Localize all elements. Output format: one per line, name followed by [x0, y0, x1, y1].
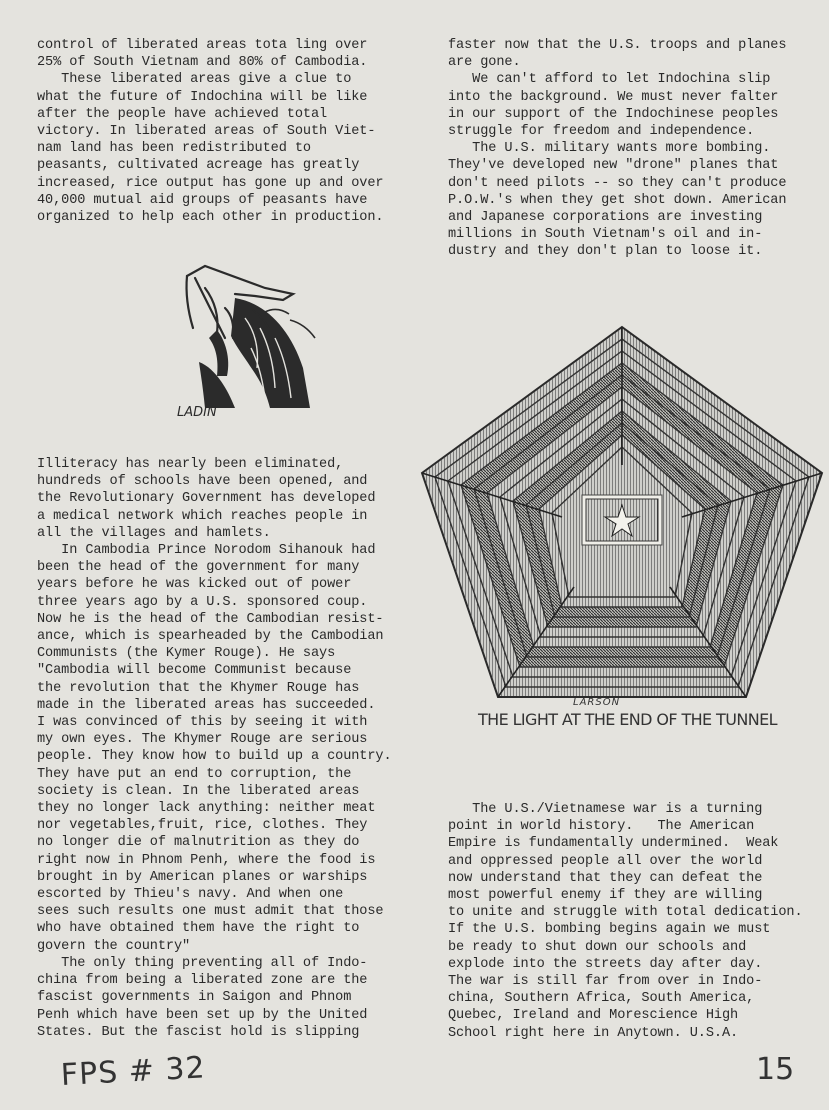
- pentagon-caption: THE LIGHT AT THE END OF THE TUNNEL: [478, 710, 777, 729]
- hand-drawn-illustration: [165, 258, 325, 418]
- pentagon-tunnel-illustration: [420, 325, 824, 700]
- issue-label: FPS # 32: [60, 1050, 207, 1093]
- left-column-paragraph-2: Illiteracy has nearly been eliminated, hundreds of schools have been opened, and the Revolutionary Government has developed a medical network which reaches people in all the villages and hamlets. In Cambodia Prince Norodom Sihanouk had been the head of the government for many years before he was kicked out of power three years ago by a U.S. sponsored coup. Now he is the head of the Cambodian resist- ance, which is spearheaded by the Cambodian Communists (the Kymer Rouge). He says "Cambodia will become Communist because the revolution that the Khymer Rouge has made in the liberated areas has succeeded. I was convinced of this by seeing it with my own eyes. The Khymer Rouge are serious people. They know how to build up a country. They have put an end to corruption, the society is clean. In the liberated areas they no longer lack anything: neither meat nor vegetables,fruit, rice, clothes. They no longer die of malnutrition as they do right now in Phnom Penh, where the food is brought in by American planes or warships escorted by Thieu's navy. And when one sees such results one must admit that those who have obtained them have the right to govern the country" The only thing preventing all of Indo- china from being a liberated zone are the fascist governments in Saigon and Phnom Penh which have been set up by the United States. But the fascist hold is slipping: [37, 457, 392, 1040]
- illustration-signature: LADIN: [177, 405, 217, 418]
- right-column-paragraph-1: faster now that the U.S. troops and planes are gone. We can't afford to let Indochina slip into the background. We must never falter in our support of the Indochinese peoples struggle for freedom and independence. The U.S. military wants more bombing. They've developed new "drone" planes that don't need pilots -- so they can't produce P.O.W.'s when they get shot down. American and Japanese corporations are investing millions in South Vietnam's oil and in- dustry and they don't plan to loose it.: [448, 38, 787, 260]
- right-column-paragraph-2: The U.S./Vietnamese war is a turning point in world history. The American Empire is fundamentally undermined. Weak and oppressed people all over the world now understand that they can defeat the most powerful enemy if they are willing to unite and struggle with total dedication. If the U.S. bombing begins again we must be ready to shut down our schools and explode into the streets day after day. The war is still far from over in Indo- china, Southern Africa, South America, Quebec, Ireland and Morescience High School right here in Anytown. U.S.A.: [448, 802, 803, 1041]
- page-number: 15: [756, 1052, 795, 1087]
- pentagon-artist-signature: LARSON: [573, 697, 621, 708]
- left-column-paragraph-1: control of liberated areas tota ling over 25% of South Vietnam and 80% of Cambodia. These liberated areas give a clue to what the future of Indochina will be like after the people have achieved total victory. In liberated areas of South Viet- nam land has been redistributed to peasants, cultivated acreage has greatly increased, rice output has gone up and over 40,000 mutual aid groups of peasants have organized to help each other in production.: [37, 38, 384, 226]
